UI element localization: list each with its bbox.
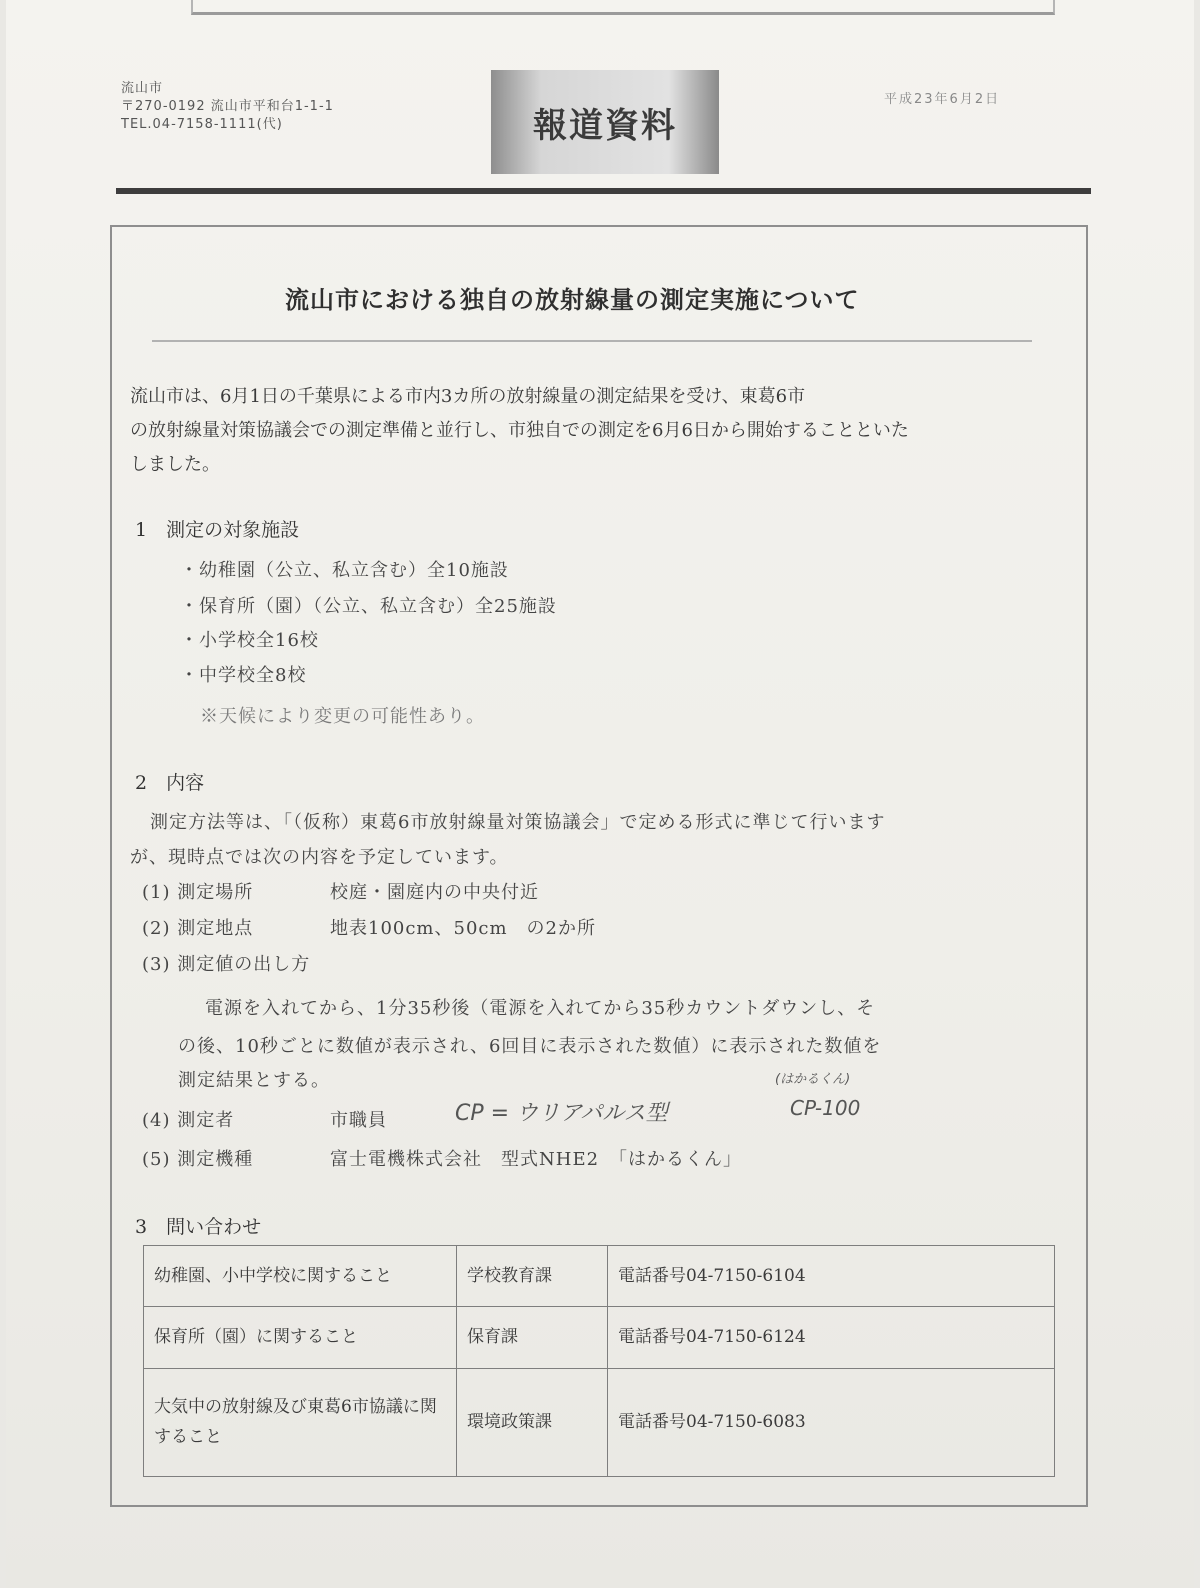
method-line: 電源を入れてから、1分35秒後（電源を入れてから35秒カウントダウンし、そ (205, 998, 876, 1019)
intro-paragraph (130, 380, 1070, 482)
row-label: (4) 測定者 (142, 1110, 235, 1131)
press-release-label: 報道資料 (533, 105, 677, 146)
row-value: 市職員 (330, 1110, 387, 1131)
row-label: (1) 測定場所 (142, 882, 254, 903)
contact-dept: 保育課 (457, 1307, 608, 1368)
intro-line: の放射線量対策協議会での測定準備と並行し、市独自での測定を6月6日から開始することといた (130, 420, 909, 441)
section3-heading: 3 問い合わせ (135, 1216, 262, 1238)
title-divider (152, 340, 1032, 342)
sender-name: 流山市 (121, 81, 164, 96)
facility-item: ・保育所（園）（公立、私立含む）全25施設 (180, 596, 557, 617)
row-label: (3) 測定値の出し方 (142, 954, 311, 975)
handwritten-annotation: CP = ウリアパルス型 (455, 1101, 668, 1126)
table-row (144, 1246, 1055, 1307)
press-release-badge (491, 70, 719, 174)
sender-block (121, 80, 334, 134)
section2-heading: 2 内容 (135, 772, 205, 794)
contact-dept: 環境政策課 (457, 1368, 608, 1476)
row-label: (5) 測定機種 (142, 1149, 254, 1170)
contact-subject: 幼稚園、小中学校に関すること (144, 1246, 457, 1307)
row-value: 地表100cm、50cm の2か所 (330, 918, 597, 939)
facility-item: ・小学校全16校 (180, 630, 319, 651)
header-divider (116, 188, 1091, 194)
contact-subject: 大気中の放射線及び東葛6市協議に関すること (144, 1368, 457, 1476)
handwritten-annotation-top: (はかるくん) (775, 1072, 851, 1087)
facility-item: ・幼稚園（公立、私立含む）全10施設 (180, 560, 509, 581)
table-row (144, 1307, 1055, 1368)
row-value: 校庭・園庭内の中央付近 (330, 882, 539, 903)
contact-phone: 電話番号04-7150-6124 (608, 1307, 1055, 1368)
table-row (144, 1368, 1055, 1476)
facility-item: ・中学校全8校 (180, 665, 307, 686)
row-value: 富士電機株式会社 型式NHE2 「はかるくん」 (330, 1149, 743, 1170)
contact-table (143, 1245, 1055, 1477)
contact-phone: 電話番号04-7150-6104 (608, 1246, 1055, 1307)
content-lead-line: 測定方法等は、「（仮称）東葛6市放射線量対策協議会」で定める形式に準じて行います (150, 812, 886, 833)
contact-dept: 学校教育課 (457, 1246, 608, 1307)
intro-line: 流山市は、6月1日の千葉県による市内3カ所の放射線量の測定結果を受け、東葛6市 (130, 386, 806, 407)
row-label: (2) 測定地点 (142, 918, 254, 939)
section1-heading: 1 測定の対象施設 (135, 519, 300, 541)
document-title: 流山市における独自の放射線量の測定実施について (285, 285, 860, 314)
intro-line: しました。 (130, 454, 220, 475)
sender-phone: TEL.04-7158-1111(代) (121, 117, 283, 132)
content-lead-line: が、現時点では次の内容を予定しています。 (130, 847, 509, 868)
contact-subject: 保育所（園）に関すること (144, 1307, 457, 1368)
weather-note: ※天候により変更の可能性あり。 (200, 706, 485, 727)
contact-phone: 電話番号04-7150-6083 (608, 1368, 1055, 1476)
method-line: の後、10秒ごとに数値が表示され、6回目に表示された数値）に表示された数値を (178, 1036, 882, 1057)
previous-page-edge (191, 0, 1055, 15)
method-line: 測定結果とする。 (178, 1070, 330, 1091)
release-date: 平成23年6月2日 (884, 92, 1001, 107)
sender-address: 〒270-0192 流山市平和台1-1-1 (121, 99, 334, 114)
handwritten-annotation-right: CP-100 (790, 1096, 861, 1120)
